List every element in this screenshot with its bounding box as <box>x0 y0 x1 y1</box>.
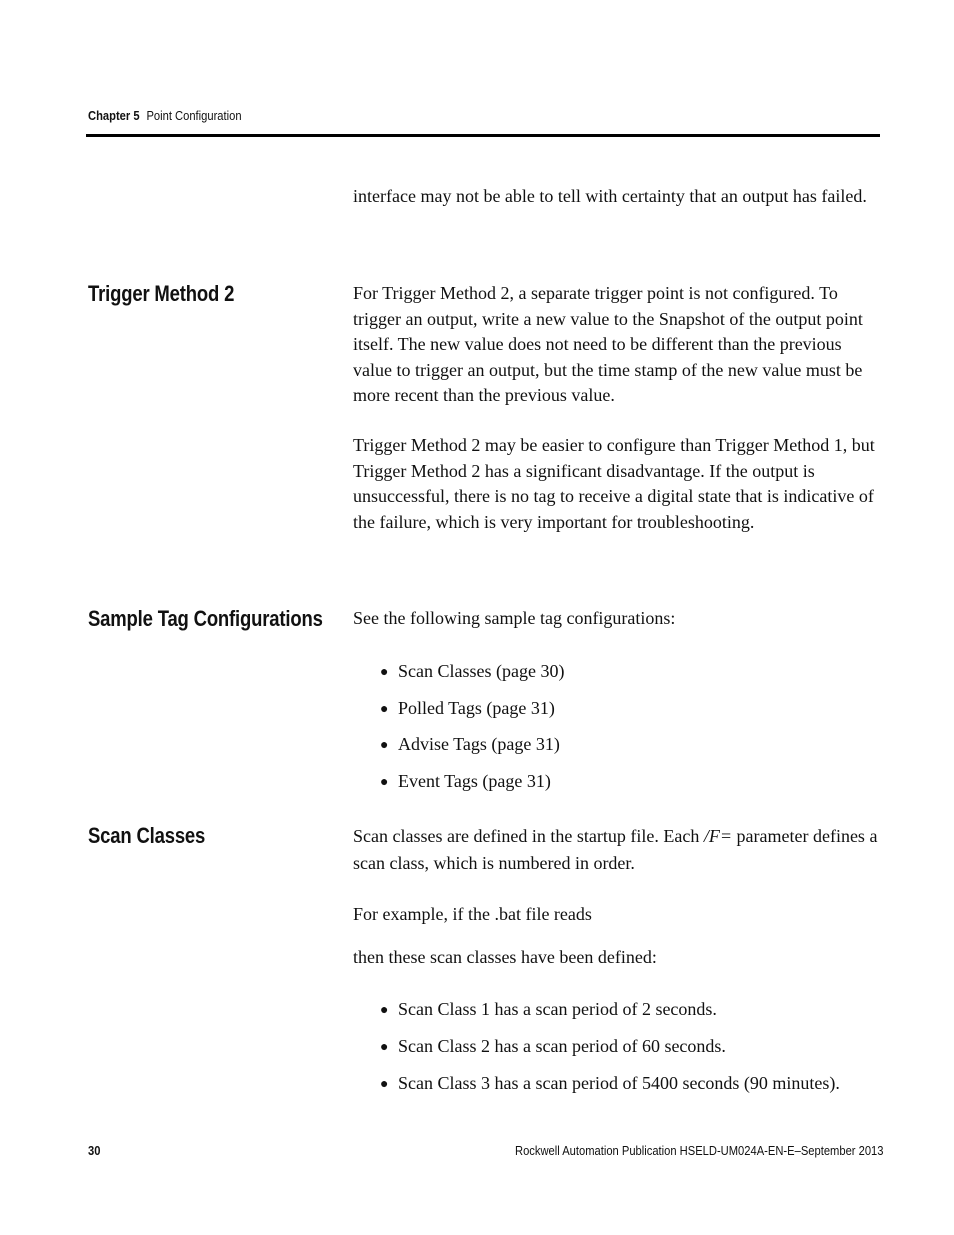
page-number: 30 <box>88 1143 101 1158</box>
bullet-icon: ● <box>380 665 389 680</box>
sample-tag-intro: See the following sample tag configurations: <box>353 608 676 628</box>
bullet-icon: ● <box>380 775 389 790</box>
scan-classes-heading: Scan Classes <box>88 823 206 848</box>
running-header <box>88 108 242 123</box>
list-item <box>380 659 880 685</box>
scan-class-2: Scan Class 2 has a scan period of 60 seconds. <box>398 1036 726 1056</box>
link-polled-tags[interactable]: Polled Tags (page 31) <box>398 698 555 718</box>
scan-classes-paragraph <box>353 823 878 877</box>
link-event-tags[interactable]: Event Tags (page 31) <box>398 771 551 791</box>
publication-info: Rockwell Automation Publication HSELD-UM024A-EN-E–September 2013 <box>514 1143 883 1158</box>
intro-continuation: interface may not be able to tell with certainty that an output has failed. <box>353 186 867 206</box>
scan-classes-text-b: parameter defines a scan class, which is numbered in order. <box>353 826 878 873</box>
list-item <box>380 997 880 1023</box>
header-rule <box>86 134 880 137</box>
scan-classes-then: then these scan classes have been defined: <box>353 947 657 967</box>
trigger-method-2-paragraph-2: Trigger Method 2 may be easier to configure than Trigger Method 1, but Trigger Method 2 has a significant disadvantage. If the output is unsuccessful, there is no tag to receive a digital state that is indicative of the failure, which is very important for troubleshooting. <box>353 435 875 532</box>
chapter-label: Chapter 5 <box>88 108 140 123</box>
link-advise-tags[interactable]: Advise Tags (page 31) <box>398 734 560 754</box>
bullet-icon: ● <box>380 1077 389 1092</box>
scan-classes-example: For example, if the .bat file reads <box>353 904 592 924</box>
chapter-title: Point Configuration <box>146 108 242 123</box>
list-item <box>380 696 880 722</box>
scan-classes-param: /F= <box>703 826 733 846</box>
scan-class-3: Scan Class 3 has a scan period of 5400 seconds (90 minutes). <box>398 1073 840 1093</box>
list-item <box>380 1071 880 1097</box>
sample-tag-heading: Sample Tag Configurations <box>88 606 323 631</box>
link-scan-classes[interactable]: Scan Classes (page 30) <box>398 661 565 681</box>
scan-class-1: Scan Class 1 has a scan period of 2 seconds. <box>398 999 717 1019</box>
bullet-icon: ● <box>380 1040 389 1055</box>
list-item <box>380 1034 880 1060</box>
scan-classes-text-a: Scan classes are defined in the startup file. Each <box>353 826 704 846</box>
bullet-icon: ● <box>380 738 389 753</box>
trigger-method-2-heading: Trigger Method 2 <box>88 281 235 306</box>
bullet-icon: ● <box>380 1003 389 1018</box>
list-item <box>380 769 880 795</box>
list-item <box>380 732 880 758</box>
bullet-icon: ● <box>380 702 389 717</box>
trigger-method-2-paragraph-1: For Trigger Method 2, a separate trigger point is not configured. To trigger an output, write a new value to the Snapshot of the output point itself. The new value does not need to be different than the previous value to trigger an output, but the time stamp of the new value must be more recent than the previous value. <box>353 283 863 405</box>
